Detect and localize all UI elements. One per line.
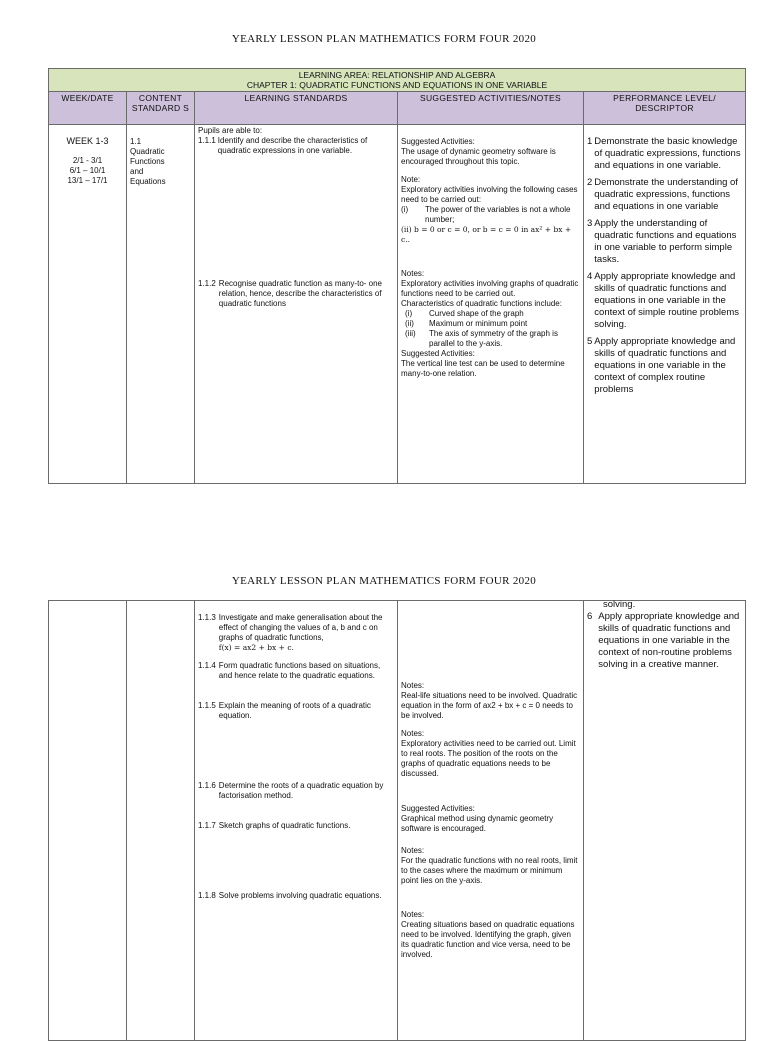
week-dates <box>52 156 123 186</box>
notes-heading: Notes: <box>401 729 425 738</box>
learning-standard-1-1-5 <box>198 701 394 721</box>
learning-standards-cell <box>195 125 398 484</box>
learning-standard-1-1-3 <box>198 613 394 653</box>
standard-text: Form quadratic functions based on situations, and hence relate to the quadratic equations. <box>218 661 381 680</box>
performance-level-1 <box>587 136 742 172</box>
learning-standard-1-1-8 <box>198 891 394 901</box>
performance-level-5 <box>587 336 742 396</box>
performance-cell <box>584 125 746 484</box>
standard-number: 1.1.6 <box>198 781 216 790</box>
notes-item-number: (i) <box>401 205 409 214</box>
learning-standard-1-1-6 <box>198 781 394 801</box>
notes-text: Exploratory activities need to be carried out. Limit to real roots. The position of the roots on the graphs of quadratic equations needs to be discussed. <box>401 739 576 778</box>
notes-line: Exploratory activities involving the following cases need to be carried out: <box>401 185 578 204</box>
standard-number: 1.1.5 <box>198 701 216 710</box>
notes-heading: Suggested Activities: <box>401 804 475 813</box>
standard-number: 1.1.8 <box>198 891 216 900</box>
notes-block-b <box>401 269 580 379</box>
standard-text: Explain the meaning of roots of a quadratic equation. <box>218 701 371 720</box>
lesson-plan-table-continued <box>48 600 746 1041</box>
notes-1-1-5 <box>401 729 580 779</box>
notes-item-text: Maximum or minimum point <box>429 319 528 328</box>
notes-line: The vertical line test can be used to determine many-to-one relation. <box>401 359 565 378</box>
notes-heading: Notes: <box>401 910 425 919</box>
notes-list-item <box>401 309 580 319</box>
header-content-standards: CONTENT STANDARD S <box>127 92 195 125</box>
notes-1-1-8 <box>401 910 580 960</box>
learning-standard-1-1-4 <box>198 661 394 681</box>
header-suggested-activities: SUGGESTED ACTIVITIES/NOTES <box>398 92 584 125</box>
standard-number: 1.1.2 <box>198 279 216 288</box>
performance-text: Apply the understanding of quadratic functions and equations in one variable to perform simple tasks. <box>594 218 737 265</box>
performance-continued: solving. <box>603 599 636 610</box>
performance-text: Demonstrate the basic knowledge of quadratic expressions, functions and equations in one variable. <box>594 136 741 171</box>
learning-standards-cell <box>195 601 398 1041</box>
page-title: YEARLY LESSON PLAN MATHEMATICS FORM FOUR 2020 <box>231 33 537 45</box>
week-date: 13/1 – 17/1 <box>67 176 108 185</box>
performance-number: 1 <box>587 136 593 147</box>
notes-text: Creating situations based on quadratic equations need to be involved. Identifying the graph, given its quadratic function and vice versa, need to be involved. <box>401 920 575 959</box>
standard-text: Identify and describe the characteristics of quadratic expressions in one variable. <box>217 136 368 155</box>
notes-cell <box>398 125 584 484</box>
standard-number: 1.1.1 <box>198 136 216 145</box>
performance-number: 5 <box>587 336 593 347</box>
notes-line: Exploratory activities involving graphs of quadratic functions need to be carried out. <box>401 279 579 298</box>
learning-area: LEARNING AREA: RELATIONSHIP AND ALGEBRA <box>298 70 496 80</box>
notes-list-item <box>401 329 580 349</box>
content-standard-cell <box>127 125 195 484</box>
standard-text: Investigate and make generalisation about the effect of changing the values of a, b and c on graphs of quadratic functions, <box>218 613 383 642</box>
standard-text: Sketch graphs of quadratic functions. <box>218 821 351 830</box>
performance-number: 6 <box>587 611 593 622</box>
content-standard-line: Quadratic <box>130 147 165 156</box>
notes-text: For the quadratic functions with no real roots, limit to the cases where the maximum or minimum point lies on the y-axis. <box>401 856 578 885</box>
standard-formula: f(x) = ax2 + bx + c. <box>218 643 294 652</box>
notes-item-text: Curved shape of the graph <box>429 309 524 318</box>
week-title: WEEK 1-3 <box>66 136 109 146</box>
notes-line: Suggested Activities: <box>401 349 475 358</box>
performance-number: 2 <box>587 177 593 188</box>
performance-text: Apply appropriate knowledge and skills of quadratic functions and equations in one variable in the context of non-routine problems solving in a creative manner. <box>598 611 740 670</box>
notes-line: Suggested Activities: <box>401 137 475 146</box>
performance-level-6 <box>587 611 742 671</box>
notes-text: Graphical method using dynamic geometry software is encouraged. <box>401 814 554 833</box>
notes-cell <box>398 601 584 1041</box>
notes-line: (ii) b = 0 or c = 0, or b = c = 0 in ax² + bx + c.. <box>401 225 572 244</box>
notes-line: The usage of dynamic geometry software is encouraged throughout this topic. <box>401 147 556 166</box>
notes-line: Note: <box>401 175 421 184</box>
notes-1-1-6 <box>401 804 580 834</box>
week-cell <box>49 125 127 484</box>
standard-number: 1.1.4 <box>198 661 216 670</box>
standard-number: 1.1.3 <box>198 613 216 622</box>
week-cell <box>49 601 127 1041</box>
performance-text: Apply appropriate knowledge and skills of quadratic functions and equations in one variable in the context of complex routine problems <box>594 336 736 395</box>
chapter-title: CHAPTER 1: QUADRATIC FUNCTIONS AND EQUATIONS IN ONE VARIABLE <box>246 80 548 90</box>
learning-standard-1-1-2 <box>198 279 394 309</box>
notes-line: Notes: <box>401 269 425 278</box>
notes-item-number: (ii) <box>405 319 414 328</box>
header-learning-standards: LEARNING STANDARDS <box>195 92 398 125</box>
header-performance-level: PERFORMANCE LEVEL/ DESCRIPTOR <box>584 92 746 125</box>
standard-text: Recognise quadratic function as many-to- one relation, hence, describe the characteristics of quadratic functions <box>218 279 382 308</box>
pupils-intro: Pupils are able to: <box>198 126 263 135</box>
standard-text: Solve problems involving quadratic equations. <box>218 891 382 900</box>
notes-heading: Notes: <box>401 681 425 690</box>
performance-level-2 <box>587 177 742 213</box>
performance-cell <box>584 601 746 1041</box>
notes-item-text: The axis of symmetry of the graph is parallel to the y-axis. <box>429 329 558 348</box>
content-standard-line: Equations <box>130 177 166 186</box>
performance-number: 3 <box>587 218 593 229</box>
notes-block-a <box>401 137 580 245</box>
performance-text: Demonstrate the understanding of quadratic expressions, functions and equations in one variable <box>594 177 738 212</box>
content-standard-line: 1.1 <box>130 137 142 146</box>
notes-item-number: (i) <box>405 309 413 318</box>
notes-item-text: The power of the variables is not a whole number; <box>425 205 571 224</box>
performance-text: Apply appropriate knowledge and skills of quadratic functions and equations in one variable in the context of simple routine problems solving. <box>594 271 739 330</box>
notes-heading: Notes: <box>401 846 425 855</box>
notes-1-1-7 <box>401 846 580 886</box>
page-title: YEARLY LESSON PLAN MATHEMATICS FORM FOUR 2020 <box>231 575 537 587</box>
notes-item-number: (iii) <box>405 329 416 338</box>
week-date: 2/1 - 3/1 <box>72 156 103 165</box>
content-standard-line: Functions <box>130 157 165 166</box>
header-week-date: WEEK/DATE <box>49 92 127 125</box>
notes-text: Real-life situations need to be involved. Quadratic equation in the form of ax2 + bx + c = 0 needs to be involved. <box>401 691 578 720</box>
notes-1-1-4 <box>401 681 580 721</box>
content-standard-cell <box>127 601 195 1041</box>
notes-list-item <box>401 319 580 329</box>
performance-number: 4 <box>587 271 593 282</box>
notes-line: Characteristics of quadratic functions include: <box>401 299 562 308</box>
learning-standard-1-1-1 <box>198 136 394 156</box>
lesson-plan-table <box>48 68 746 484</box>
notes-list-item <box>401 205 580 225</box>
learning-standard-1-1-7 <box>198 821 394 831</box>
week-date: 6/1 – 10/1 <box>69 166 106 175</box>
standard-body <box>216 613 394 653</box>
learning-area-header <box>49 69 746 92</box>
standard-text: Determine the roots of a quadratic equation by factorisation method. <box>218 781 384 800</box>
performance-level-3 <box>587 218 742 266</box>
content-standard-line: and <box>130 167 144 176</box>
standard-number: 1.1.7 <box>198 821 216 830</box>
performance-level-4 <box>587 271 742 331</box>
